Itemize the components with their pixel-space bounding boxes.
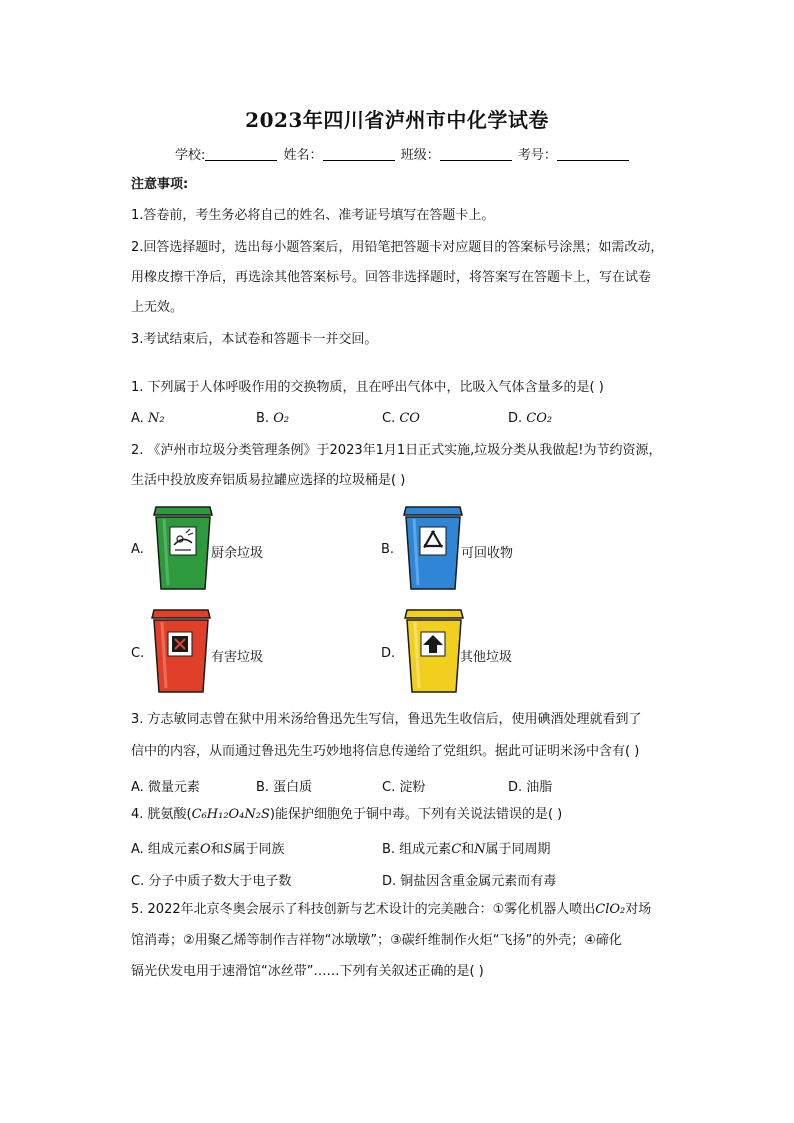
q5-stem-line-3: 镉光伏发电用于速滑馆“冰丝带”……下列有关叙述正确的是( ): [131, 964, 484, 979]
q4-a-pre: A. 组成元素: [131, 842, 200, 857]
notice-item-1: 1.答卷前，考生务必将自己的姓名、准考证号填写在答题卡上。: [131, 208, 495, 223]
q2-d-text: 其他垃圾: [460, 650, 513, 665]
q1-b-text: O₂: [273, 411, 290, 426]
q2-stem-line-2: 生活中投放废弃铝质易拉罐应选择的垃圾桶是( ): [131, 473, 406, 488]
notice-heading: 注意事项:: [131, 177, 189, 192]
q4-a-post: 属于同族: [232, 842, 285, 857]
notice-item-2-line-3: 上无效。: [131, 300, 184, 315]
q4-stem-prefix: 4. 胱氨酸(: [131, 807, 192, 822]
q4-stem: [131, 807, 562, 823]
class-label: 班级：: [400, 148, 440, 163]
q5-stem-line-1: [131, 902, 651, 918]
student-info-row: [175, 144, 631, 163]
q3-option-b[interactable]: B. 蛋白质: [256, 780, 313, 795]
q2-c-label[interactable]: C.: [131, 646, 145, 661]
q4-stem-suffix: )能保护细胞免于铜中毒。下列有关说法错误的是( ): [269, 807, 563, 822]
q5-formula: ClO₂: [595, 902, 626, 917]
q1-b-label: B.: [256, 411, 270, 426]
q2-stem-line-1: 2. 《泸州市垃圾分类管理条例》于2023年1月1日正式实施,垃圾分类从我做起!为节约资源，: [131, 443, 662, 458]
q2-c-text: 有害垃圾: [211, 650, 264, 665]
q3-stem-line-1: 3. 方志敏同志曾在狱中用米汤给鲁迅先生写信，鲁迅先生收信后，使用碘酒处理就看到了: [131, 712, 642, 727]
q1-option-a[interactable]: [131, 411, 165, 426]
q5-line1-post: 对场: [625, 902, 652, 917]
notice-item-3: 3.考试结束后，本试卷和答题卡一并交回。: [131, 332, 378, 347]
q4-b-v1: C: [451, 842, 462, 857]
q5-line1-pre: 5. 2022年北京冬奥会展示了科技创新与艺术设计的完美融合：①雾化机器人喷出: [131, 902, 596, 917]
red-bin-icon: [148, 608, 214, 696]
q2-a-text: 厨余垃圾: [211, 546, 264, 561]
q4-a-v1: O: [199, 842, 211, 857]
school-blank[interactable]: [205, 148, 277, 161]
q3-option-a[interactable]: A. 微量元素: [131, 780, 200, 795]
q4-b-v2: N: [474, 842, 486, 857]
notice-item-2-line-2: 用橡皮擦干净后，再选涂其他答案标号。回答非选择题时，将答案写在答题卡上，写在试卷: [131, 270, 652, 285]
q2-b-text: 可回收物: [461, 546, 514, 561]
blue-bin-icon: [400, 505, 466, 593]
yellow-bin-icon: [401, 608, 467, 696]
name-label: 姓名：: [283, 148, 323, 163]
class-blank[interactable]: [440, 148, 512, 161]
q1-option-d[interactable]: [508, 411, 552, 426]
school-label: 学校:: [175, 148, 206, 163]
q2-a-label[interactable]: A.: [131, 542, 144, 557]
q1-d-label: D.: [508, 411, 523, 426]
number-label: 考号：: [517, 148, 557, 163]
q1-stem: 1. 下列属于人体呼吸作用的交换物质，且在呼出气体中，比吸入气体含量多的是( ): [131, 380, 604, 395]
q4-a-mid: 和: [210, 842, 224, 857]
q3-stem-line-2: 信中的内容，从而通过鲁迅先生巧妙地将信息传递给了党组织。据此可证明米汤中含有( ): [131, 744, 640, 759]
q2-b-label[interactable]: B.: [381, 542, 395, 557]
name-blank[interactable]: [323, 148, 395, 161]
q1-option-c[interactable]: [382, 411, 420, 426]
q1-a-text: N₂: [147, 411, 165, 426]
q1-option-b[interactable]: [256, 411, 289, 426]
q4-option-a[interactable]: [131, 838, 285, 857]
q2-d-label[interactable]: D.: [381, 646, 396, 661]
q1-a-label: A.: [131, 411, 144, 426]
q4-a-v2: S: [223, 842, 233, 857]
q3-option-c[interactable]: C. 淀粉: [382, 780, 426, 795]
q4-b-post: 属于同周期: [485, 842, 551, 857]
q3-option-d[interactable]: D. 油脂: [508, 780, 553, 795]
q4-b-mid: 和: [461, 842, 475, 857]
exam-title: 2023年四川省泸州市中化学试卷: [245, 108, 549, 132]
q4-option-d[interactable]: D. 铜盐因含重金属元素而有毒: [382, 874, 557, 889]
q4-option-b[interactable]: [382, 838, 551, 857]
q1-d-text: CO₂: [526, 411, 553, 426]
green-bin-icon: [150, 505, 216, 593]
q1-c-label: C.: [382, 411, 396, 426]
q1-c-text: CO: [399, 411, 420, 426]
q5-stem-line-2: 馆消毒；②用聚乙烯等制作吉祥物“冰墩墩”；③碳纤维制作火炬“飞扬”的外壳；④碲化: [131, 933, 622, 948]
notice-item-2-line-1: 2.回答选择题时，选出每小题答案后，用铅笔把答题卡对应题目的答案标号涂黑；如需改动，: [131, 240, 664, 255]
number-blank[interactable]: [557, 148, 629, 161]
q4-option-c[interactable]: C. 分子中质子数大于电子数: [131, 874, 292, 889]
q4-b-pre: B. 组成元素: [382, 842, 452, 857]
q4-formula: C₆H₁₂O₄N₂S: [191, 807, 270, 822]
